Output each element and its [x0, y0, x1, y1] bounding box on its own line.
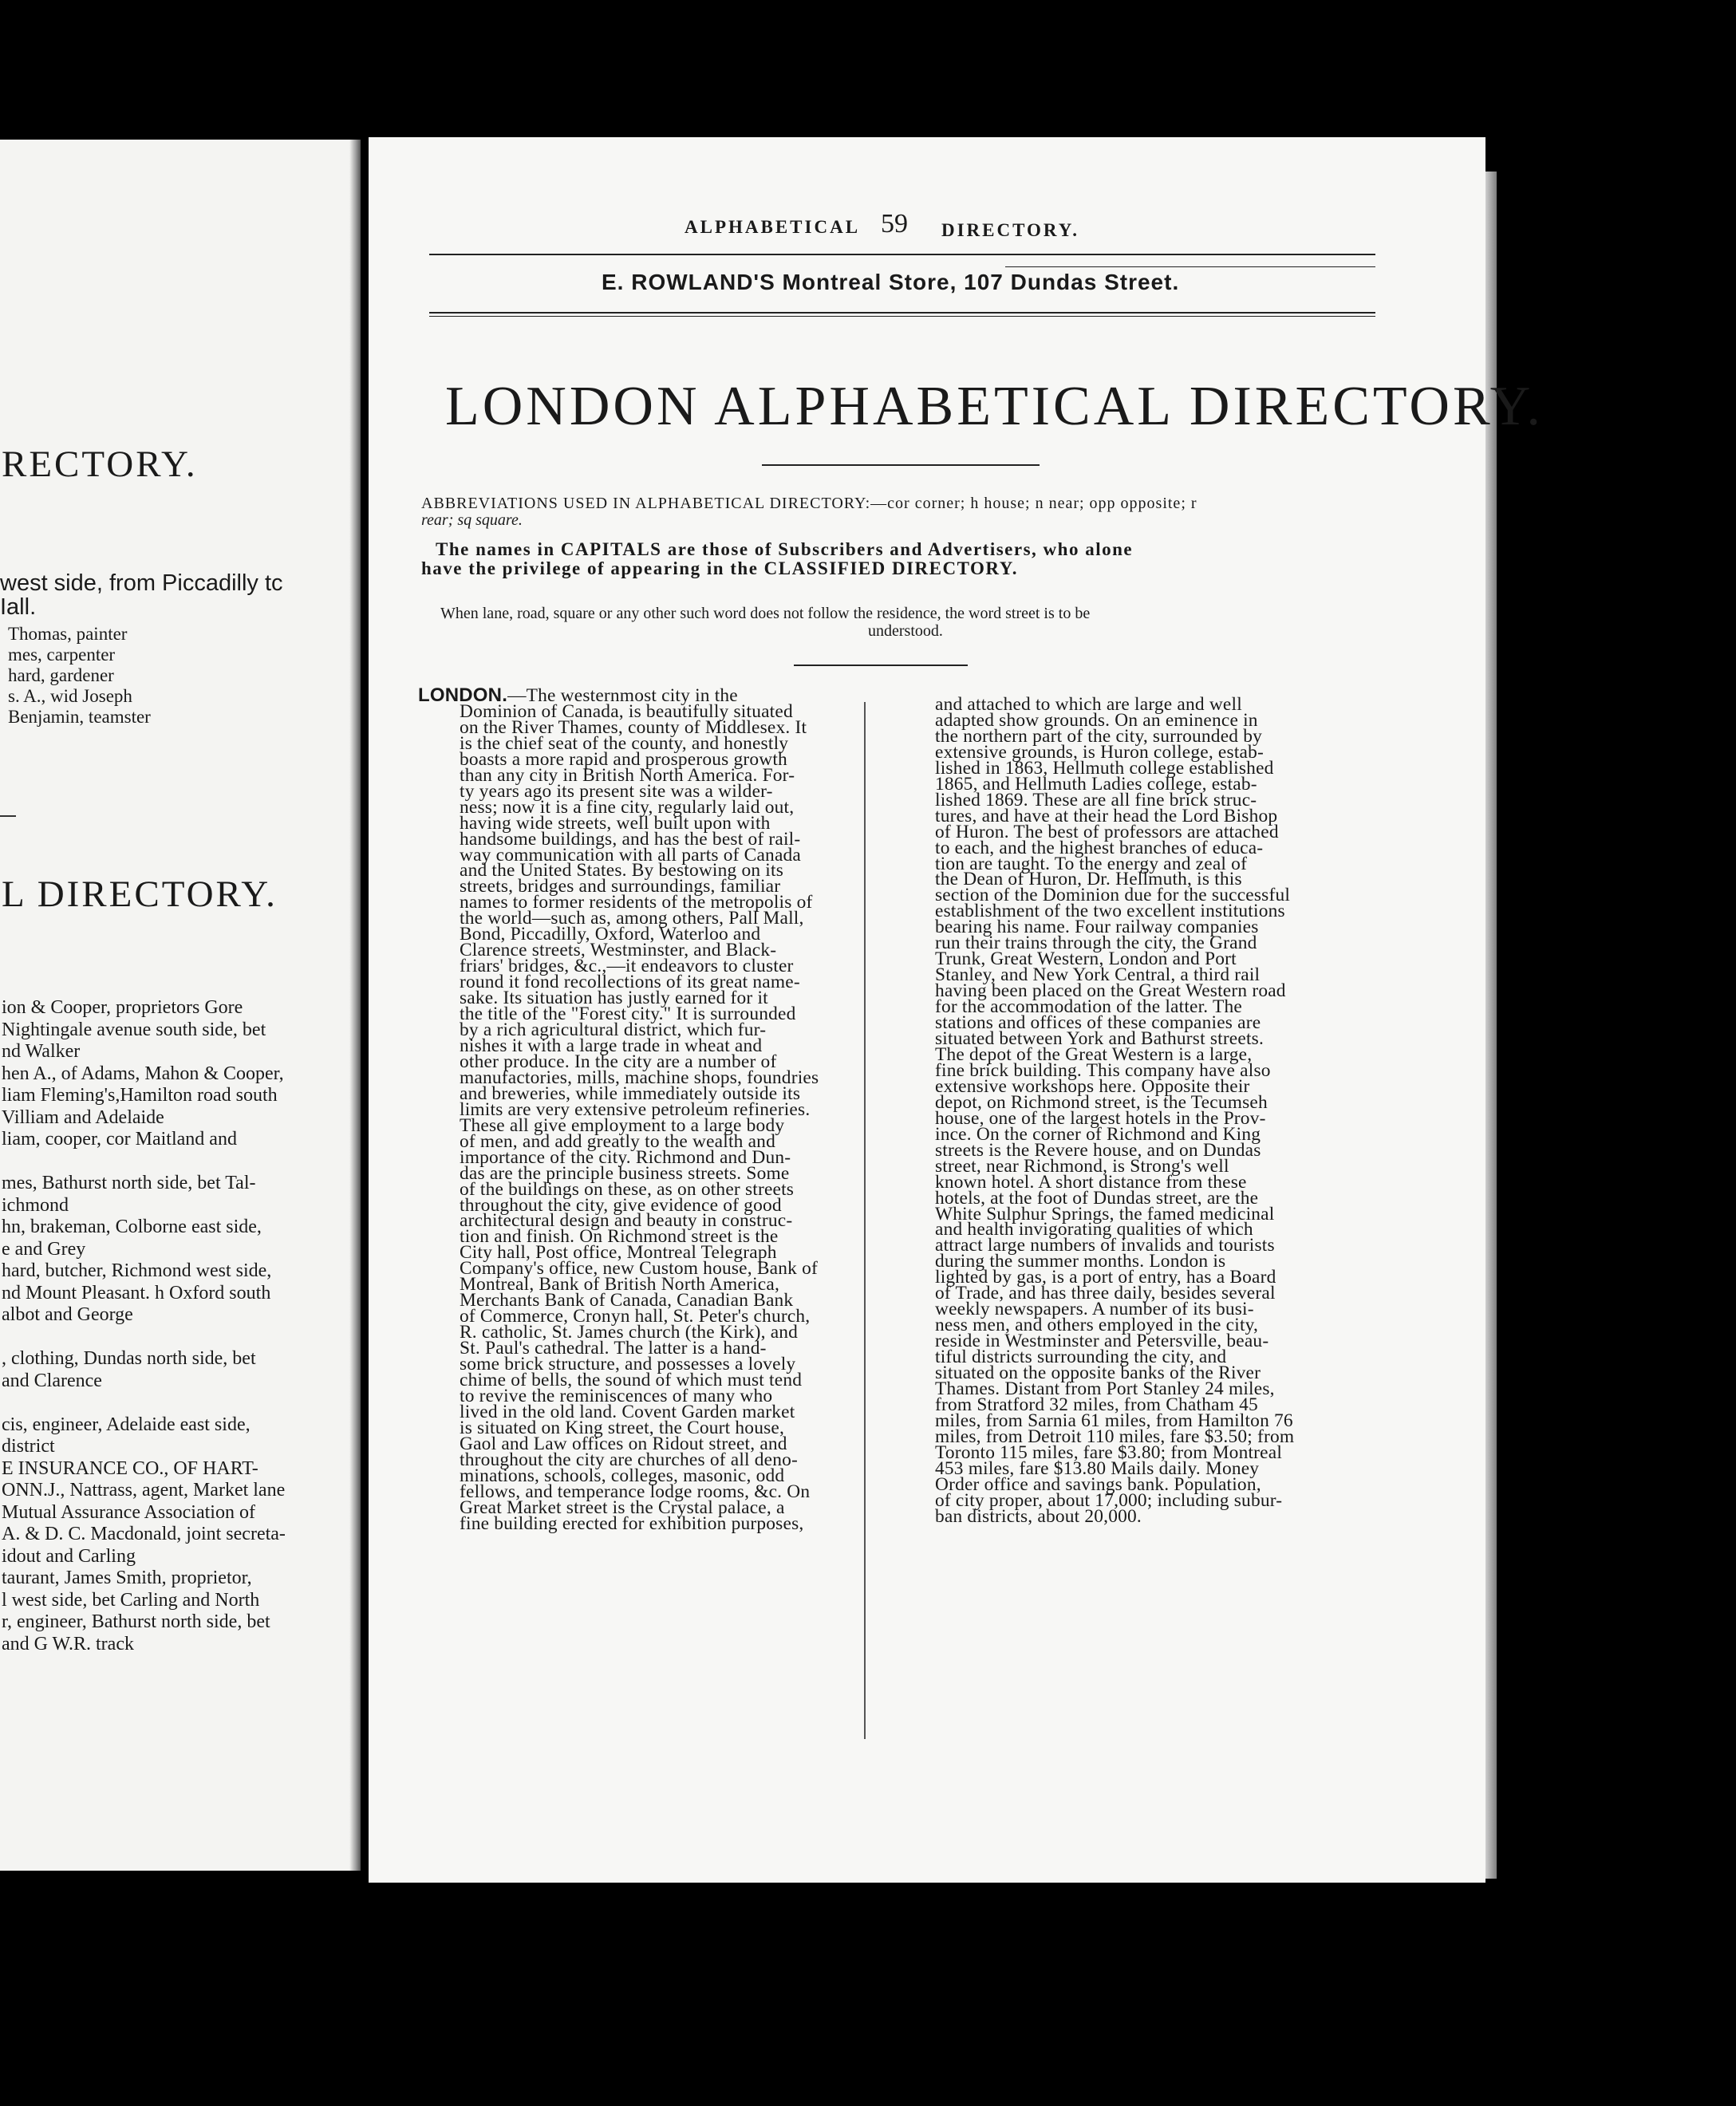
text-line: Stanley, and New York Central, a third rail: [935, 964, 1261, 986]
text-line: ty years ago its present site was a wilder-: [460, 780, 773, 802]
text-line: streets is the Revere house, and on Dundas: [935, 1139, 1261, 1161]
text-line: fine brick building. This company have also: [935, 1059, 1271, 1081]
text-line: known hotel. A short distance from these: [935, 1171, 1247, 1193]
text-line: Great Market street is the Crystal palace, a: [460, 1497, 785, 1518]
text-line: the world—such as, among others, Pall Mall,: [460, 908, 804, 929]
text-line: hotels, at the foot of Dundas street, are the: [935, 1187, 1259, 1209]
text-line: Toronto 115 miles, fare $3.80; from Montreal: [935, 1441, 1283, 1463]
text-line: to each, and the highest branches of educa-: [935, 837, 1264, 858]
text-line: way communication with all parts of Canada: [460, 844, 802, 866]
left-page-entry: district: [2, 1436, 55, 1457]
text-line: run their trains through the city, the Grand: [935, 933, 1257, 954]
running-head-left: ALPHABETICAL: [685, 217, 861, 237]
text-line: 1865, and Hellmuth Ladies college, estab-: [935, 773, 1257, 795]
text-line: reside in Westminster and Petersville, beau-: [935, 1331, 1269, 1352]
page-title: LONDON ALPHABETICAL DIRECTORY.: [445, 376, 1544, 437]
text-line: situated on the opposite banks of the River: [935, 1363, 1261, 1384]
text-line: street, near Richmond, is Strong's well: [935, 1155, 1229, 1177]
title-rule: [762, 464, 1040, 466]
text-line: throughout the city are churches of all deno-: [460, 1449, 799, 1470]
abbreviations-line: ABBREVIATIONS USED IN ALPHABETICAL DIRECTORY:—cor corner; h house; n near; opp opposite; r: [421, 495, 1197, 512]
text-line: minations, schools, colleges, masonic, odd: [460, 1465, 785, 1486]
text-line: stations and offices of these companies are: [935, 1012, 1261, 1034]
left-page-entry: idout and Carling: [2, 1545, 136, 1567]
text-line: boasts a more rapid and prosperous growth: [460, 748, 787, 770]
text-line: miles, from Detroit 110 miles, fare $3.50; from: [935, 1426, 1295, 1447]
text-line: and the United States. By bestowing on its: [460, 860, 784, 881]
text-line: lighted by gas, is a port of entry, has a Board: [935, 1267, 1276, 1288]
column-divider: [864, 702, 866, 1739]
text-line: is situated on King street, the Court house,: [460, 1417, 785, 1438]
left-page-entry: liam Fleming's,Hamilton road south: [2, 1085, 278, 1106]
text-line: Thames. Distant from Port Stanley 24 miles,: [935, 1378, 1275, 1399]
left-page-entry: Benjamin, teamster: [8, 707, 151, 727]
left-page-entry: [2, 1151, 286, 1173]
text-line: lished in 1863, Hellmuth college established: [935, 757, 1274, 779]
text-line: bearing his name. Four railway companies: [935, 917, 1259, 938]
text-line: Bond, Piccadilly, Oxford, Waterloo and: [460, 924, 761, 945]
left-page-rule: [0, 815, 16, 817]
left-page-entry: l west side, bet Carling and North: [2, 1589, 260, 1611]
text-line: on the River Thames, county of Middlesex. It: [460, 716, 807, 738]
text-line: Montreal, Bank of British North America,: [460, 1274, 780, 1296]
left-page-entry: ichmond: [2, 1194, 69, 1216]
text-line: the northern part of the city, surrounded by: [935, 725, 1263, 747]
text-line: depot, on Richmond street, is the Tecumseh: [935, 1091, 1268, 1113]
capitals-notice: have the privilege of appearing in the CLASSIFIED DIRECTORY.: [421, 558, 1018, 578]
text-line-content: —The westernmost city in the: [507, 685, 738, 706]
text-line: and breweries, while immediately outside its: [460, 1083, 801, 1104]
text-line: limits are very extensive petroleum refineries.: [460, 1098, 811, 1120]
header-rule-thin: [1005, 266, 1375, 267]
street-note: When lane, road, square or any other such word does not follow the residence, the word street is to be: [440, 605, 1091, 622]
left-page-entry: ONN.J., Nattrass, agent, Market lane: [2, 1480, 286, 1501]
text-line: Order office and savings bank. Population,: [935, 1473, 1261, 1495]
text-line: weekly newspapers. A number of its busi-: [935, 1299, 1254, 1320]
text-line: City hall, Post office, Montreal Telegraph: [460, 1242, 777, 1264]
left-page-entry: [2, 1392, 286, 1414]
left-page-entry: [2, 1327, 286, 1349]
text-line: fine building erected for exhibition purposes,: [460, 1512, 804, 1534]
left-page-entry: Mutual Assurance Association of: [2, 1501, 255, 1523]
text-line: round it fond recollections of its great name-: [460, 972, 800, 993]
text-line: extensive workshops here. Opposite their: [935, 1075, 1250, 1097]
left-page-entry: s. A., wid Joseph: [8, 686, 132, 706]
left-page-entry: mes, carpenter: [8, 645, 116, 665]
london-entry-right-column: [935, 694, 1295, 1527]
text-line: nishes it with a large trade in wheat and: [460, 1035, 763, 1056]
left-page-entry: , clothing, Dundas north side, bet: [2, 1348, 256, 1369]
left-page-entry: cis, engineer, Adelaide east side,: [2, 1414, 251, 1435]
text-line: throughout the city, give evidence of good: [460, 1194, 782, 1216]
text-line: chime of bells, the sound of which must tend: [460, 1369, 803, 1390]
left-page-entry: nd Walker: [2, 1041, 81, 1062]
text-line: names to former residents of the metropolis of: [460, 892, 813, 913]
text-line: house, one of the largest hotels in the Prov-: [935, 1107, 1266, 1129]
text-line: and attached to which are large and well: [935, 694, 1242, 715]
text-line: friars' bridges, &c.,—it endeavors to cluster: [460, 956, 794, 977]
text-line: establishment of the two excellent institutions: [935, 901, 1285, 922]
text-line: during the summer months. London is: [935, 1251, 1226, 1272]
text-line: miles, from Sarnia 61 miles, from Hamilton 76: [935, 1410, 1293, 1431]
text-line: by a rich agricultural district, which fur-: [460, 1019, 767, 1041]
text-line: White Sulphur Springs, the famed medicinal: [935, 1203, 1275, 1225]
entry-heading: LONDON.: [418, 684, 508, 706]
left-page-heading-bottom: L DIRECTORY.: [2, 874, 278, 915]
text-line: ince. On the corner of Richmond and King: [935, 1123, 1261, 1145]
text-line: Company's office, new Custom house, Bank of: [460, 1258, 818, 1280]
text-line: is the chief seat of the county, and honestly: [460, 732, 789, 754]
text-line: These all give employment to a large body: [460, 1114, 785, 1136]
text-line: lished 1869. These are all fine brick struc-: [935, 789, 1257, 810]
left-page-heading-top: RECTORY.: [2, 444, 198, 485]
text-line: the title of the "Forest city." It is surrounded: [460, 1004, 796, 1025]
text-line: tion are taught. To the energy and zeal of: [935, 853, 1248, 874]
left-page-entry: e and Grey: [2, 1238, 86, 1260]
advertisement-banner: E. ROWLAND'S Montreal Store, 107 Dundas Street.: [602, 270, 1180, 294]
text-line: having wide streets, well built upon with: [460, 812, 771, 834]
text-line: streets, bridges and surroundings, familiar: [460, 876, 781, 897]
text-line: tiful districts surrounding the city, and: [935, 1347, 1227, 1368]
text-line: situated between York and Bathurst streets.: [935, 1028, 1265, 1050]
text-line: ness men, and others employed in the city,: [935, 1315, 1259, 1336]
text-line: 453 miles, fare $13.80 Mails daily. Money: [935, 1457, 1260, 1479]
running-head-right: DIRECTORY.: [941, 220, 1079, 240]
capitals-notice: The names in CAPITALS are those of Subscribers and Advertisers, who alone: [436, 539, 1134, 559]
text-line: adapted show grounds. On an eminence in: [935, 709, 1258, 731]
text-line: manufactories, mills, machine shops, foundries: [460, 1067, 819, 1088]
text-line: of the buildings on these, as on other streets: [460, 1178, 795, 1200]
left-page-entries: [2, 997, 286, 1655]
text-line: attract large numbers of invalids and tourists: [935, 1235, 1275, 1256]
abbreviations-line: rear; sq square.: [421, 511, 523, 529]
left-page-entry: ion & Cooper, proprietors Gore: [2, 997, 243, 1018]
text-line: importance of the city. Richmond and Dun-: [460, 1146, 791, 1168]
text-line: other produce. In the city are a number of: [460, 1051, 777, 1072]
text-line: Dominion of Canada, is beautifully situated: [460, 700, 793, 722]
left-page-entry: Thomas, painter: [8, 624, 128, 644]
text-line: Gaol and Law offices on Ridout street, and: [460, 1433, 787, 1454]
text-line: tures, and have at their head the Lord Bishop: [935, 805, 1278, 826]
text-line: and health invigorating qualities of which: [935, 1219, 1253, 1240]
left-page-entry: taurant, James Smith, proprietor,: [2, 1568, 252, 1588]
left-page-subheading-line: west side, from Piccadilly tc: [0, 570, 283, 596]
advertisement-rule: [429, 312, 1375, 314]
left-page-subheading-line: Iall.: [0, 594, 37, 620]
text-line: handsome buildings, and has the best of rail-: [460, 828, 801, 850]
text-line: fellows, and temperance lodge rooms, &c. On: [460, 1481, 811, 1502]
text-line: sake. Its situation has justly earned for it: [460, 988, 768, 1009]
left-page-top-entries: [8, 624, 151, 728]
text-line: ness; now it is a fine city, regularly laid out,: [460, 796, 795, 818]
left-page-entry: E INSURANCE CO., OF HART-: [2, 1457, 258, 1479]
text-line: than any city in British North America. For-: [460, 764, 795, 786]
left-page-entry: r, engineer, Bathurst north side, bet: [2, 1611, 270, 1632]
text-line: some brick structure, and possesses a lovely: [460, 1354, 796, 1375]
text-line: The depot of the Great Western is a large,: [935, 1043, 1253, 1065]
header-rule: [429, 254, 1375, 255]
text-line: section of the Dominion due for the successful: [935, 885, 1291, 906]
page-number: 59: [881, 209, 908, 239]
left-page-entry: and G W.R. track: [2, 1633, 134, 1654]
page-gutter-shadow: [349, 140, 361, 1871]
london-entry-left-column: [418, 684, 819, 1534]
text-line: ban districts, about 20,000.: [935, 1505, 1142, 1527]
text-line: the Dean of Huron, Dr. Hellmuth, is this: [935, 869, 1242, 890]
left-page-entry: A. & D. C. Macdonald, joint secreta-: [2, 1524, 286, 1544]
left-page-entry: liam, cooper, cor Maitland and: [2, 1129, 237, 1150]
text-line: Merchants Bank of Canada, Canadian Bank: [460, 1290, 794, 1311]
advertisement-rule-thin: [429, 316, 1375, 317]
left-page-entry: Nightingale avenue south side, bet: [2, 1019, 266, 1040]
text-line: of Huron. The best of professors are attached: [935, 821, 1279, 842]
left-page-entry: mes, Bathurst north side, bet Tal-: [2, 1173, 256, 1193]
text-line: das are the principle business streets. Some: [460, 1162, 790, 1184]
text-line: to revive the reminiscences of many who: [460, 1385, 773, 1406]
text-line: for the accommodation of the latter. The: [935, 996, 1242, 1018]
text-line: lived in the old land. Covent Garden market: [460, 1401, 795, 1422]
left-page-subheading: [0, 571, 283, 619]
text-line: from Stratford 32 miles, from Chatham 45: [935, 1394, 1258, 1415]
left-page-entry: hn, brakeman, Colborne east side,: [2, 1217, 262, 1237]
left-page-entry: Villiam and Adelaide: [2, 1106, 164, 1128]
text-line: of Trade, and has three daily, besides several: [935, 1283, 1276, 1304]
text-line: Clarence streets, Westminster, and Black-: [460, 940, 777, 961]
text-line: St. Paul's cathedral. The latter is a hand-: [460, 1338, 767, 1359]
left-page-entry: hard, gardener: [8, 665, 114, 685]
text-line: of men, and add greatly to the wealth and: [460, 1130, 775, 1152]
left-page-entry: hen A., of Adams, Mahon & Cooper,: [2, 1063, 284, 1084]
text-line: tion and finish. On Richmond street is the: [460, 1226, 779, 1248]
text-line: R. catholic, St. James church (the Kirk), and: [460, 1322, 799, 1343]
text-line: having been placed on the Great Western road: [935, 980, 1286, 1002]
left-page-entry: nd Mount Pleasant. h Oxford south: [2, 1282, 271, 1303]
left-page-entry: hard, butcher, Richmond west side,: [2, 1260, 272, 1281]
text-line: Trunk, Great Western, London and Port: [935, 948, 1237, 970]
street-note: understood.: [868, 622, 943, 640]
text-line: architectural design and beauty in construc-: [460, 1210, 793, 1232]
text-line: extensive grounds, is Huron college, estab-: [935, 741, 1264, 763]
left-page-entry: albot and George: [2, 1304, 133, 1325]
left-page-entry: and Clarence: [2, 1370, 102, 1391]
note-rule: [794, 665, 968, 666]
text-line: of city proper, about 17,000; including subur-: [935, 1489, 1283, 1511]
text-line: of Commerce, Cronyn hall, St. Peter's church,: [460, 1306, 811, 1327]
